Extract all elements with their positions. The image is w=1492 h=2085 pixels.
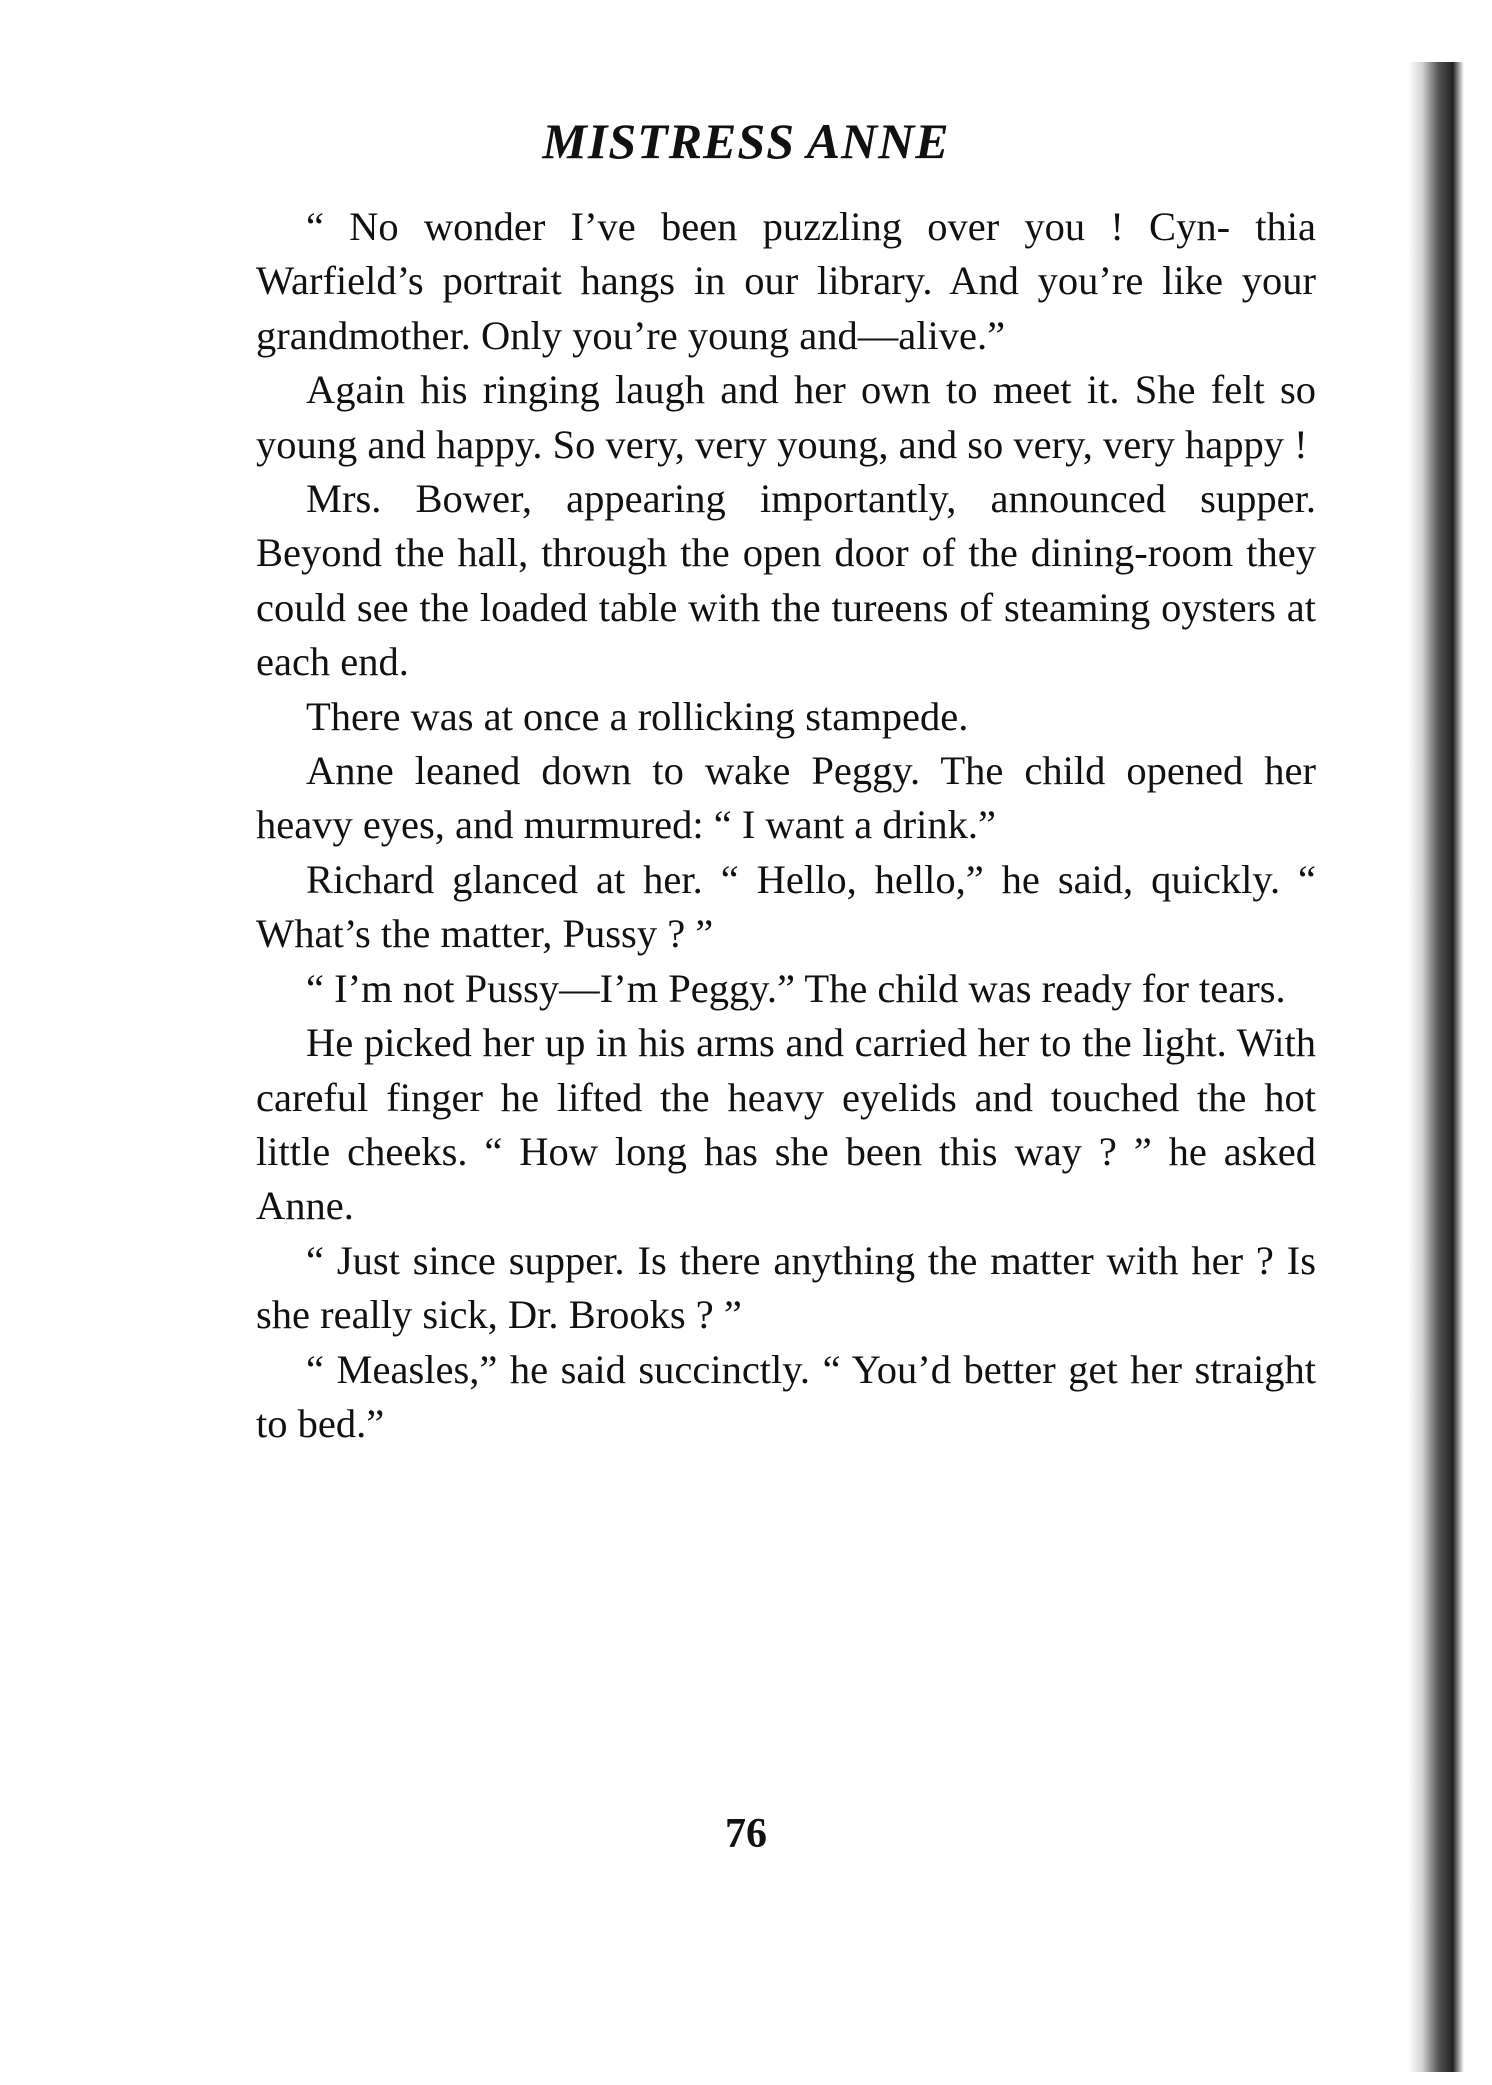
paragraph: Again his ringing laugh and her own to meet it. She felt so young and happy. So very, very young, and so very, very happy ! xyxy=(256,367,1316,467)
paragraph: He picked her up in his arms and carried her to the light. With careful finger he lifted the heavy eyelids and touched the hot little cheeks. “ How long has she been this way ? ” he asked Anne. xyxy=(256,1020,1316,1229)
paragraph: There was at once a rollicking stampede. xyxy=(306,693,969,739)
running-header: MISTRESS ANNE xyxy=(542,113,950,169)
paragraph: “ Measles,” he said succinctly. “ You’d better get her straight to bed.” xyxy=(256,1346,1316,1446)
page-number: 76 xyxy=(725,1811,767,1857)
paragraph: “ I’m not Pussy—I’m Peggy.” The child was ready for tears. xyxy=(306,965,1286,1011)
paragraph: “ Just since supper. Is there anything the matter with her ? Is she really sick, Dr. Brooks ? ” xyxy=(256,1237,1316,1338)
paragraph: Mrs. Bower, appearing importantly, announced supper. Beyond the hall, through the open door of the dining-room they could see the loaded table with the tureens of steaming oysters at each end. xyxy=(256,476,1316,685)
paragraph: Anne leaned down to wake Peggy. The child opened her heavy eyes, and murmured: “ I want a drink.” xyxy=(256,748,1316,848)
paragraph: “ No wonder I’ve been puzzling over you ! Cyn- thia Warfield’s portrait hangs in our library. And you’re like your grandmother. Only you’re young and—alive.” xyxy=(256,204,1316,358)
paragraph: Richard glanced at her. “ Hello, hello,” he said, quickly. “ What’s the matter, Pussy ? ” xyxy=(256,856,1316,957)
book-spine-shadow xyxy=(1408,62,1464,2072)
body-text xyxy=(256,200,1316,1451)
